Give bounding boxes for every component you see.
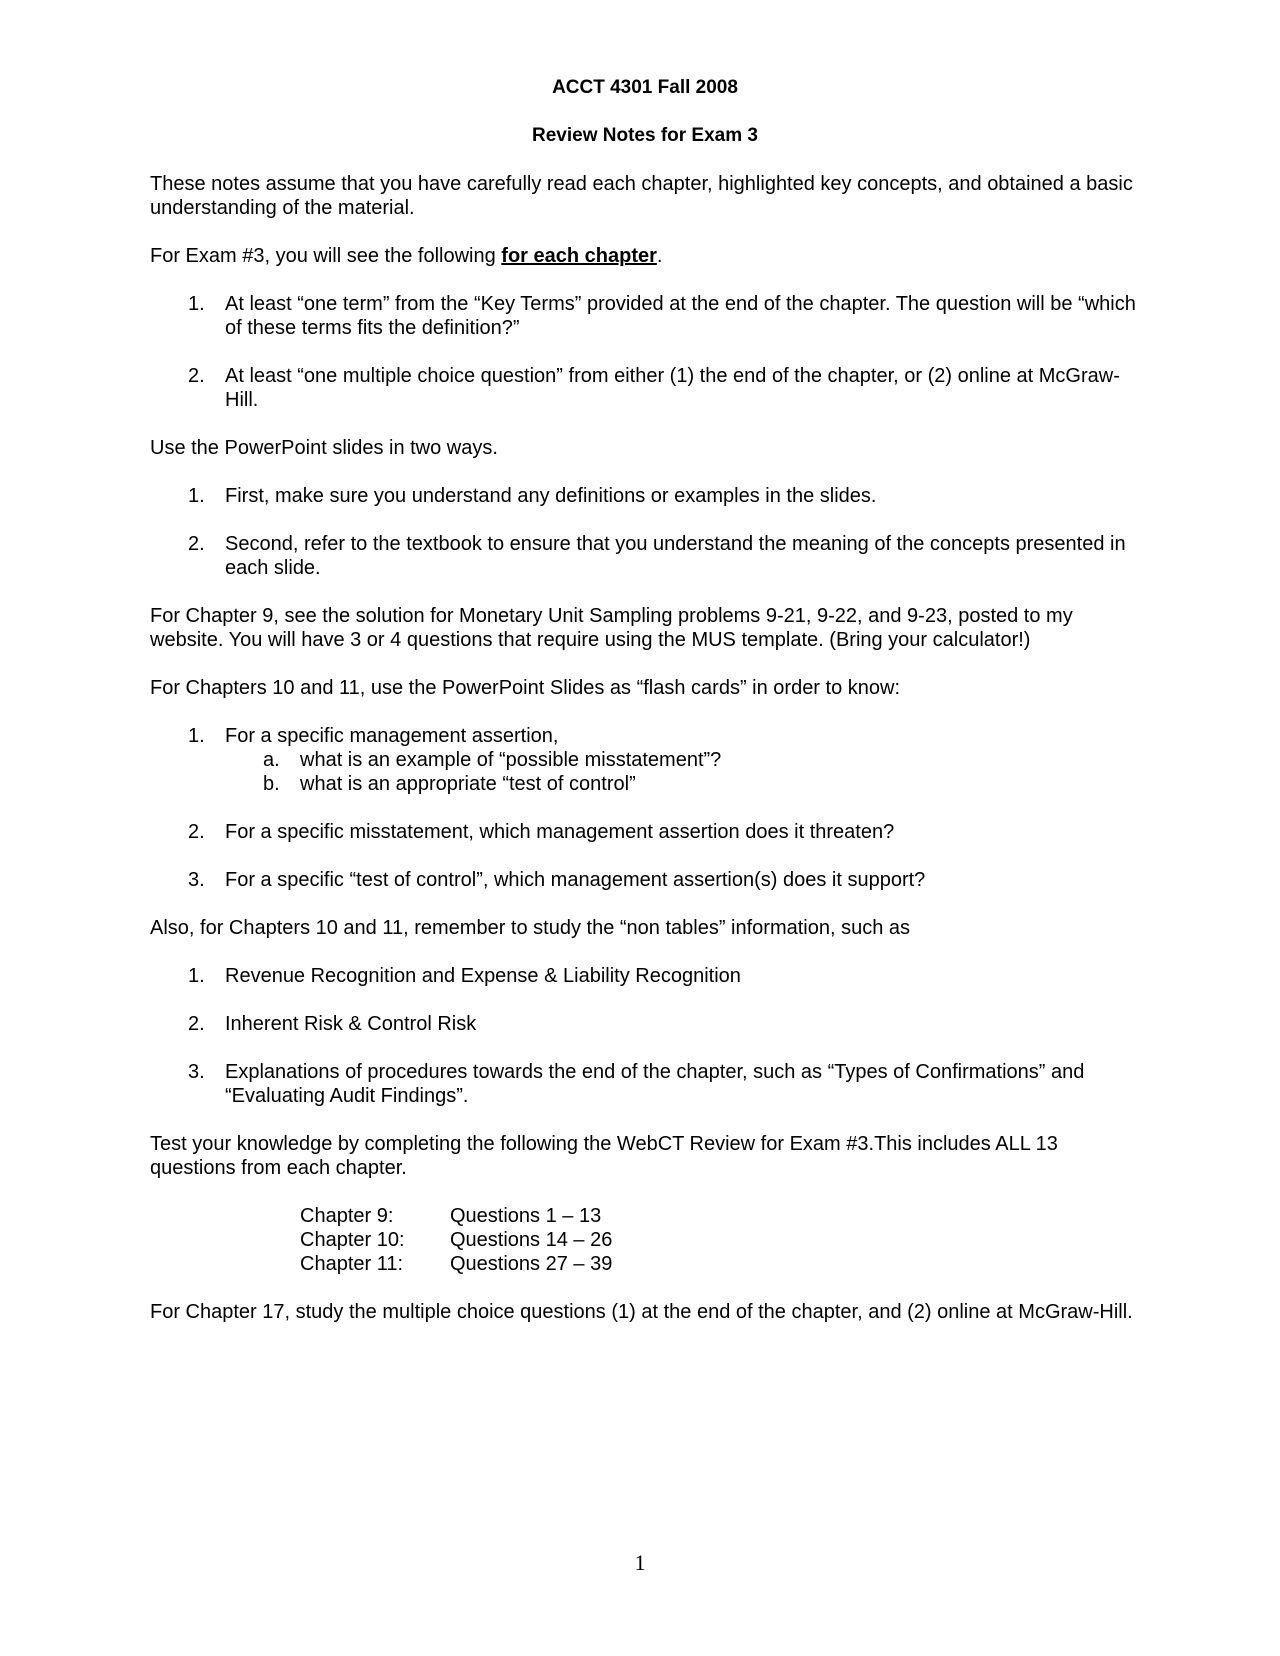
list-item-text: Explanations of procedures towards the end of the chapter, such as “Types of Confirmations” and “Evaluating Audit Findings”. <box>225 1061 1085 1107</box>
chapters-10-11-intro: For Chapters 10 and 11, use the PowerPoint Slides as “flash cards” in order to know: <box>150 677 901 699</box>
list-item <box>150 532 1140 580</box>
list-item-text: For a specific misstatement, which management assertion does it threaten? <box>225 821 895 843</box>
list-item <box>150 484 1140 508</box>
exam-intro-suffix: . <box>656 245 663 267</box>
list-number: 3. <box>188 869 205 891</box>
chapter-cell: Chapter 9: <box>300 1205 394 1227</box>
document-body <box>150 76 1140 1324</box>
list-item-text: Inherent Risk & Control Risk <box>225 1013 477 1035</box>
sub-list-letter: b. <box>263 773 280 795</box>
list-item-text: At least “one term” from the “Key Terms” provided at the end of the chapter. The question will be “which of these terms fits the definition?” <box>225 293 1136 339</box>
chapter17-paragraph: For Chapter 17, study the multiple choice questions (1) at the end of the chapter, and (2) online at McGraw-Hill. <box>150 1301 1133 1323</box>
exam-intro-emphasis: for each chapter <box>501 245 657 267</box>
list-number: 2. <box>188 533 205 555</box>
questions-cell: Questions 27 – 39 <box>450 1253 613 1275</box>
exam-items-list <box>150 292 1140 412</box>
list-number: 3. <box>188 1061 205 1083</box>
sub-list <box>225 748 1140 796</box>
chapters-10-11-list <box>150 724 1140 892</box>
list-item <box>150 868 1140 892</box>
list-item-text: At least “one multiple choice question” from either (1) the end of the chapter, or (2) online at McGraw-Hill. <box>225 365 1120 411</box>
chapter-cell: Chapter 11: <box>300 1253 404 1275</box>
list-number: 1. <box>188 485 205 507</box>
chapter9-paragraph: For Chapter 9, see the solution for Monetary Unit Sampling problems 9-21, 9-22, and 9-23, posted to my website. You will have 3 or 4 questions that require using the MUS template. (Bring your calculator!) <box>150 605 1073 651</box>
course-title: ACCT 4301 Fall 2008 <box>552 77 738 98</box>
webct-questions-table <box>300 1204 612 1276</box>
table-row <box>300 1252 612 1276</box>
list-number: 2. <box>188 821 205 843</box>
questions-cell: Questions 1 – 13 <box>450 1205 602 1227</box>
table-row <box>300 1204 612 1228</box>
list-item <box>150 364 1140 412</box>
list-number: 1. <box>188 965 205 987</box>
intro-paragraph: These notes assume that you have carefully read each chapter, highlighted key concepts, and obtained a basic understanding of the material. <box>150 173 1133 219</box>
page-number: 1 <box>634 1550 646 1575</box>
list-item-text: For a specific “test of control”, which management assertion(s) does it support? <box>225 869 926 891</box>
exam-intro-paragraph <box>150 244 1140 268</box>
powerpoint-intro: Use the PowerPoint slides in two ways. <box>150 437 498 459</box>
list-item-text: First, make sure you understand any definitions or examples in the slides. <box>225 485 877 507</box>
powerpoint-list <box>150 484 1140 580</box>
list-item <box>150 292 1140 340</box>
list-item-text: Second, refer to the textbook to ensure that you understand the meaning of the concepts presented in each slide. <box>225 533 1126 579</box>
list-item <box>150 1012 1140 1036</box>
list-item <box>150 820 1140 844</box>
non-tables-list <box>150 964 1140 1108</box>
list-item <box>150 724 1140 796</box>
document-title: Review Notes for Exam 3 <box>532 125 758 146</box>
exam-intro-prefix: For Exam #3, you will see the following <box>150 245 502 267</box>
sub-list-item <box>225 772 1140 796</box>
list-item-text: For a specific management assertion, <box>225 725 559 747</box>
list-number: 1. <box>188 293 205 315</box>
table-row <box>300 1228 612 1252</box>
chapter-cell: Chapter 10: <box>300 1229 405 1251</box>
list-number: 2. <box>188 1013 205 1035</box>
list-item-text: Revenue Recognition and Expense & Liability Recognition <box>225 965 741 987</box>
sub-list-item-text: what is an appropriate “test of control” <box>300 773 636 795</box>
webct-intro: Test your knowledge by completing the following the WebCT Review for Exam #3.This includes ALL 13 questions from each chapter. <box>150 1133 1058 1179</box>
questions-cell: Questions 14 – 26 <box>450 1229 613 1251</box>
non-tables-intro: Also, for Chapters 10 and 11, remember to study the “non tables” information, such as <box>150 917 911 939</box>
list-item <box>150 964 1140 988</box>
sub-list-letter: a. <box>263 749 280 771</box>
list-number: 1. <box>188 725 205 747</box>
list-item <box>150 1060 1140 1108</box>
list-number: 2. <box>188 365 205 387</box>
sub-list-item <box>225 748 1140 772</box>
sub-list-item-text: what is an example of “possible misstatement”? <box>300 749 722 771</box>
